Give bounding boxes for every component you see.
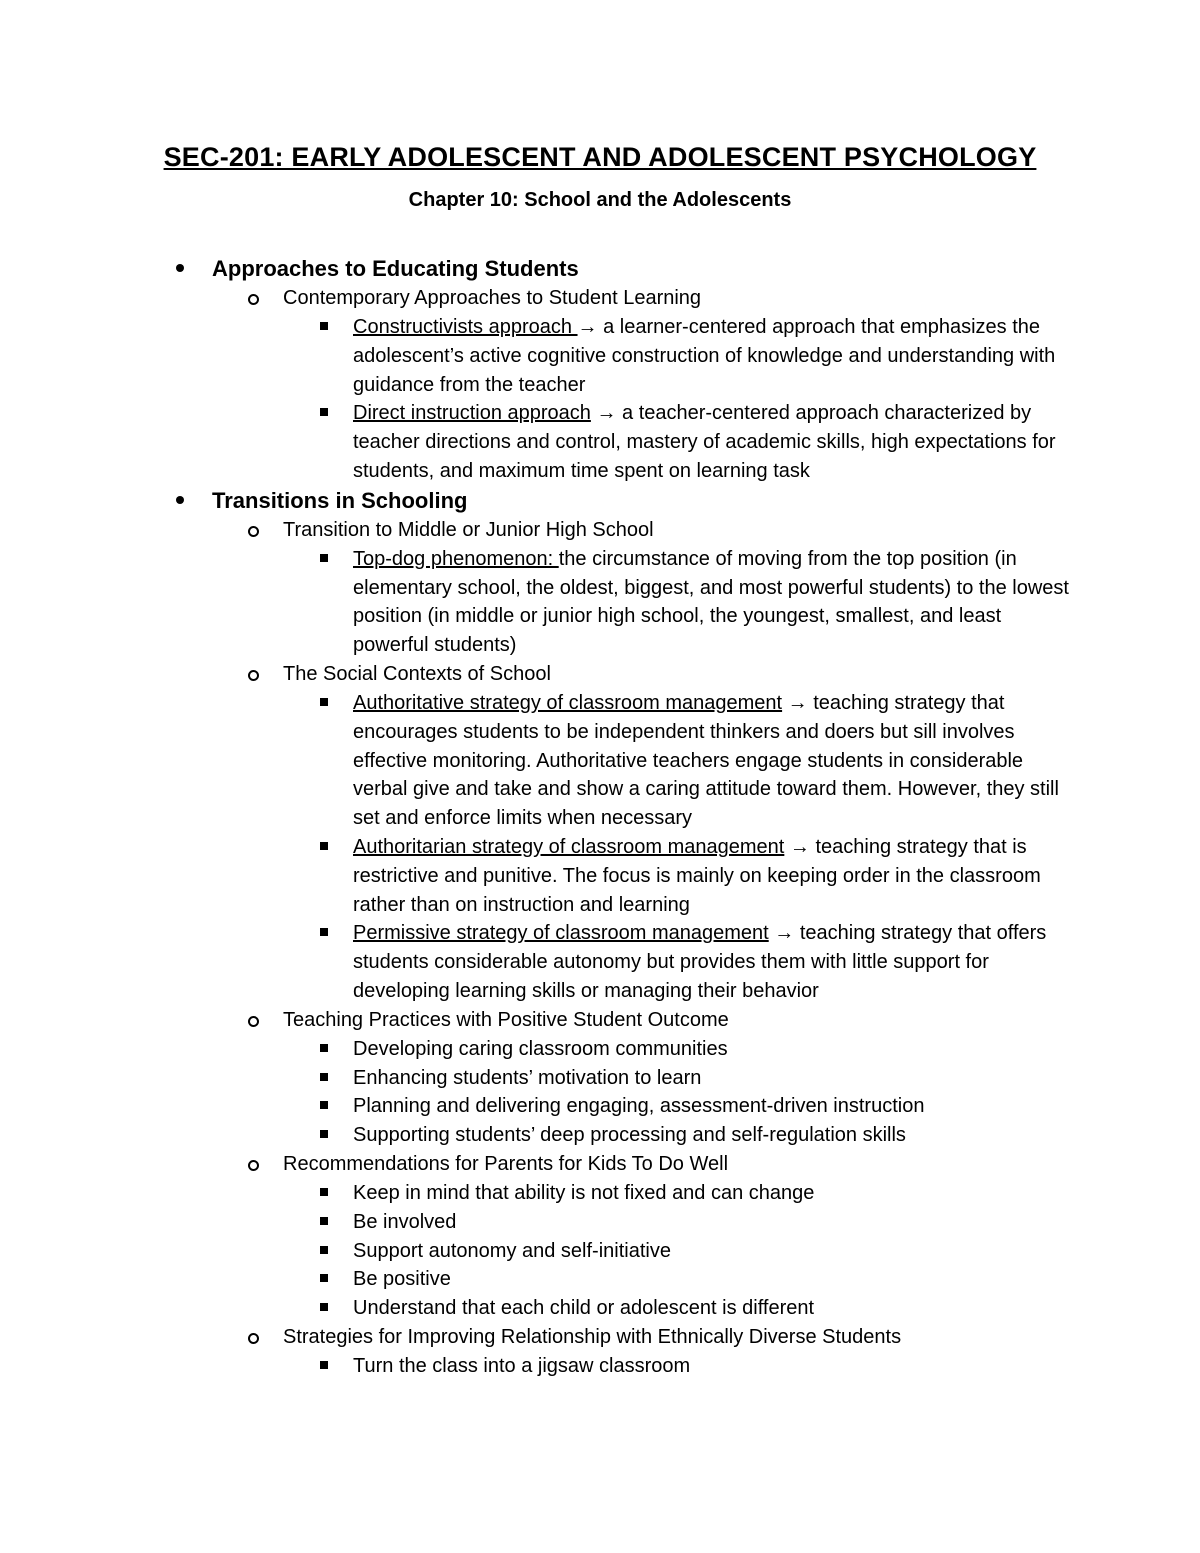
list-item — [0, 545, 1200, 660]
list-item: Support autonomy and self-initiative — [0, 1237, 1200, 1266]
square-bullet-icon — [320, 1044, 328, 1052]
square-bullet-icon — [320, 1246, 328, 1254]
subsection-heading: Teaching Practices with Positive Student Outcome — [0, 1006, 1200, 1035]
square-bullet-icon — [320, 1188, 328, 1196]
term: Authoritative strategy of classroom management — [353, 691, 783, 714]
list-item: Be involved — [0, 1208, 1200, 1237]
square-bullet-icon — [320, 698, 328, 706]
square-bullet-icon — [320, 842, 328, 850]
list-item: Developing caring classroom communities — [0, 1035, 1200, 1064]
definition: teaching strategy that offers students considerable autonomy but provides them with little support for developing learning skills or managing their behavior — [353, 922, 1047, 1002]
term: Permissive strategy of classroom management — [353, 922, 769, 945]
term: Top-dog phenomenon: — [353, 547, 559, 570]
definition: teaching strategy that is restrictive and punitive. The focus is mainly on keeping order in the classroom rather than on instruction and learning — [353, 835, 1041, 916]
square-bullet-icon — [320, 1101, 328, 1109]
list-item — [0, 833, 1200, 919]
definition: a teacher-centered approach characterized by teacher directions and control, mastery of academic skills, high expectations for students, and maximum time spent on learning task — [353, 402, 1056, 482]
arrow-icon: → — [577, 316, 598, 338]
square-bullet-icon — [320, 408, 328, 416]
list-item — [0, 399, 1200, 485]
list-item — [0, 919, 1200, 1005]
list-item — [0, 313, 1200, 399]
list-item: Enhancing students’ motivation to learn — [0, 1064, 1200, 1093]
subsection-heading: Transition to Middle or Junior High School — [0, 516, 1200, 545]
arrow-icon: → — [768, 922, 795, 945]
square-bullet-icon — [320, 554, 328, 562]
hollow-bullet-icon — [248, 1160, 259, 1171]
chapter-subtitle: Chapter 10: School and the Adolescents — [408, 189, 792, 211]
list-item: Be positive — [0, 1265, 1200, 1294]
term: Constructivists approach — [353, 316, 578, 338]
list-item: Understand that each child or adolescent is different — [0, 1294, 1200, 1323]
arrow-icon: → — [784, 835, 810, 858]
square-bullet-icon — [320, 1217, 328, 1225]
arrow-icon: → — [590, 402, 617, 425]
section-heading: Transitions in Schooling — [0, 486, 1200, 516]
list-item: Turn the class into a jigsaw classroom — [0, 1352, 1200, 1381]
hollow-bullet-icon — [248, 670, 259, 681]
square-bullet-icon — [320, 928, 328, 936]
hollow-bullet-icon — [248, 294, 259, 305]
filled-bullet-icon — [176, 496, 184, 504]
square-bullet-icon — [320, 1361, 328, 1369]
subsection-heading: Contemporary Approaches to Student Learning — [0, 284, 1200, 313]
square-bullet-icon — [320, 1073, 328, 1081]
list-item — [0, 689, 1200, 833]
document-title: SEC-201: EARLY ADOLESCENT AND ADOLESCENT PSYCHOLOGY — [163, 142, 1037, 172]
hollow-bullet-icon — [248, 526, 259, 537]
outline — [0, 254, 1200, 1381]
section-heading: Approaches to Educating Students — [0, 254, 1200, 284]
subsection-heading: Recommendations for Parents for Kids To Do Well — [0, 1150, 1200, 1179]
square-bullet-icon — [320, 1130, 328, 1138]
square-bullet-icon — [320, 1303, 328, 1311]
arrow-icon: → — [782, 691, 808, 714]
definition: a learner-centered approach that emphasizes the adolescent’s active cognitive construction of knowledge and understanding with guidance from the teacher — [353, 316, 1056, 396]
square-bullet-icon — [320, 322, 328, 330]
list-item: Supporting students’ deep processing and self-regulation skills — [0, 1121, 1200, 1150]
term: Direct instruction approach — [353, 402, 591, 425]
definition: the circumstance of moving from the top position (in elementary school, the oldest, biggest, and most powerful students) to the lowest position (in middle or junior high school, the youngest, smallest, and least powerful students) — [353, 547, 1069, 657]
hollow-bullet-icon — [248, 1333, 259, 1344]
subsection-heading: Strategies for Improving Relationship with Ethnically Diverse Students — [0, 1323, 1200, 1352]
hollow-bullet-icon — [248, 1016, 259, 1027]
definition: teaching strategy that encourages students to be independent thinkers and doers but sill involves effective monitoring. Authoritative teachers engage students in considerable verbal give and take and show a caring attitude toward them. However, they still set and enforce limits when necessary — [353, 691, 1059, 830]
square-bullet-icon — [320, 1274, 328, 1282]
list-item: Keep in mind that ability is not fixed and can change — [0, 1179, 1200, 1208]
filled-bullet-icon — [176, 264, 184, 272]
list-item: Planning and delivering engaging, assessment-driven instruction — [0, 1092, 1200, 1121]
subsection-heading: The Social Contexts of School — [0, 660, 1200, 689]
term: Authoritarian strategy of classroom management — [353, 835, 785, 858]
